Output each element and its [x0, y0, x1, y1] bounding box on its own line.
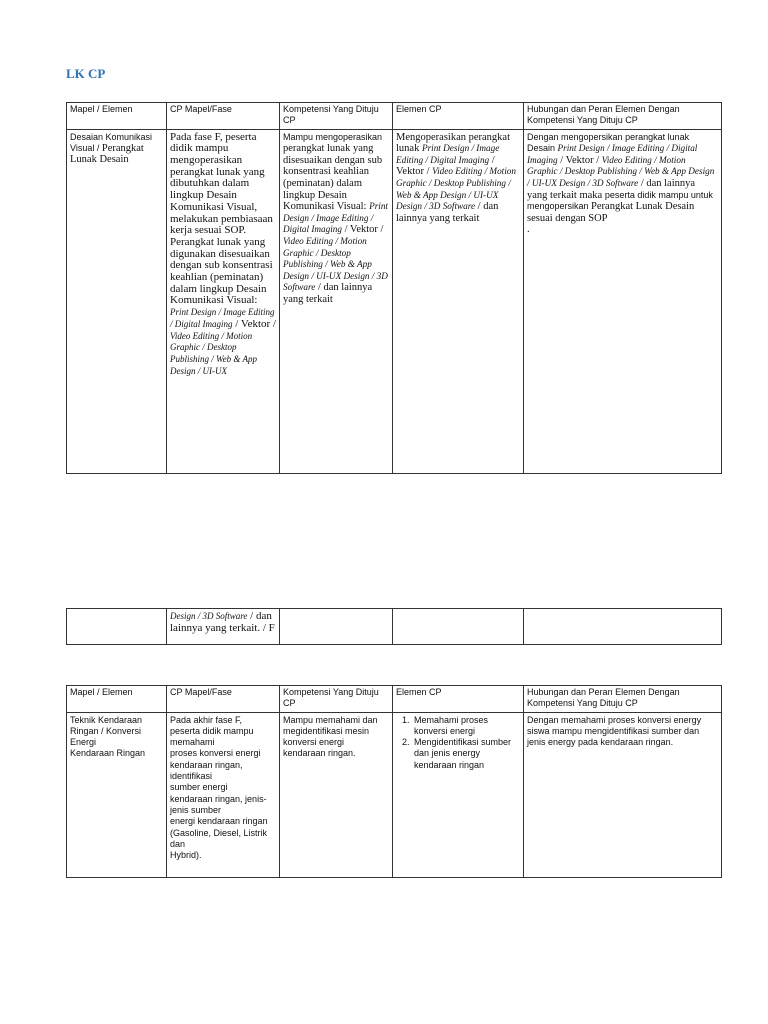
header-cp: CP Mapel/Fase — [167, 103, 280, 130]
header-kompetensi: Kompetensi Yang Dituju CP — [280, 103, 393, 130]
header-cp: CP Mapel/Fase — [167, 686, 280, 713]
cell-elemen-tail: / dan lainnya yang terkait — [396, 201, 499, 224]
cell-elemen-italic-2: Video Editing / Motion Graphic / Desktop Publishing / Web & App Design / UI-UX Design / 3D Software — [396, 166, 516, 212]
page-title: LK CP — [66, 66, 106, 81]
header-mapel: Mapel / Elemen — [67, 103, 167, 130]
table-row — [67, 609, 722, 645]
cell-cp-italic-2: Video Editing / Motion Graphic / Desktop Publishing / Web & App Design / UI-UX — [170, 330, 258, 376]
cont-cell-mapel — [67, 609, 167, 645]
cell-elemen — [393, 129, 524, 473]
cont-cell-hubungan — [524, 609, 722, 645]
cell-cp-text: Pada fase F, peserta didik mampu mengoperasikan perangkat lunak yang dibutuhkan dalam lingkup Desain Komunikasi Visual, melakukan pembiasaan kerja sesuai SOP. Perangkat lunak yang digunakan disesuaikan dengan sub konsentrasi keahlian (peminatan) dalam lingkup Desain Komunikasi Visual: — [170, 130, 273, 307]
cell-kompetensi — [280, 129, 393, 473]
cell-cp-vektor: / Vektor / — [232, 317, 276, 330]
list-item: 1. Memahami proses konversi energi — [412, 715, 520, 738]
cell-hubungan-italic-2: Video Editing / Motion Graphic / Desktop Publishing / Web & App Design / UI-UX Design / 3D Software — [527, 154, 715, 188]
cell-hubungan-vektor: / Vektor / — [557, 154, 602, 166]
elemen-list — [396, 715, 520, 771]
header-mapel: Mapel / Elemen — [67, 686, 167, 713]
cell-cp: Pada akhir fase F, peserta didik mampu memahami proses konversi energi kendaraan ringan, identifikasi sumber energi kendaraan ringan, jenis-jenis sumber energi kendaraan ringan (Gasoline, Diesel, Listrik dan Hybrid). — [167, 712, 280, 877]
cell-mapel — [67, 129, 167, 473]
header-hubungan: Hubungan dan Peran Elemen Dengan Kompetensi Yang Dituju CP — [524, 686, 722, 713]
cell-hubungan-sop: Perangkat Lunak Desain sesuai dengan SOP — [527, 201, 695, 224]
cell-kompetensi-text: perangkat lunak yang disesuaikan dengan sub konsentrasi keahlian (peminatan) dalam lingkup Desain Komunikasi Visual: — [283, 143, 383, 213]
cell-mapel-text: Desaian Komunikasi Visual / — [70, 131, 153, 153]
cell-hubungan-lead: Dengan mengopersikan perangkat lunak Desain — [527, 131, 690, 154]
header-elemen: Elemen CP — [393, 103, 524, 130]
header-elemen: Elemen CP — [393, 686, 524, 713]
cell-mapel: Teknik Kendaraan Ringan / Konversi Energi Kendaraan Ringan — [67, 712, 167, 877]
cell-kompetensi: Mampu memahami dan megidentifikasi mesin konversi energi kendaraan ringan. — [280, 712, 393, 877]
cell-kompetensi-italic-1: Print Design / Image Editing / Digital Imaging — [283, 201, 388, 235]
cont-cell-cp — [167, 609, 280, 645]
cell-hubungan-mid: / dan lainnya yang terkait maka — [527, 177, 696, 201]
cell-mapel-subject: Perangkat Lunak Desain — [70, 142, 144, 166]
cont-cell-cp-text: / dan lainnya yang terkait. / F — [170, 610, 275, 634]
cell-hubungan: Dengan memahami proses konversi energy siswa mampu mengidentifikasi sumber dan jenis energy pada kendaraan ringan. — [524, 712, 722, 877]
header-hubungan: Hubungan dan Peran Elemen Dengan Kompetensi Yang Dituju CP — [524, 103, 722, 130]
header-kompetensi: Kompetensi Yang Dituju CP — [280, 686, 393, 713]
cont-cell-cp-italic: Design / 3D Software — [170, 611, 248, 621]
cell-hubungan-italic-1: Print Design / Image Editing / Digital Imaging — [527, 143, 698, 165]
table-header-row — [67, 103, 722, 130]
cell-hubungan-sans: peserta didik mampu untuk mengopersikan — [527, 189, 713, 212]
list-item: 2. Mengidentifikasi sumber dan jenis energy kendaraan ringan — [412, 737, 520, 771]
cell-elemen-text: Mengoperasikan perangkat lunak — [396, 131, 510, 155]
cell-hubungan — [524, 129, 722, 473]
cell-kompetensi-italic-2: Video Editing / Motion Graphic / Desktop Publishing / Web & App Design / UI-UX Design / 3D Software — [283, 235, 388, 293]
cell-cp-italic-1: Print Design / Image Editing / Digital Imaging — [170, 307, 275, 329]
cont-cell-elemen — [393, 609, 524, 645]
table-header-row — [67, 686, 722, 713]
table-row — [67, 129, 722, 473]
lk-cp-table-dkv — [66, 102, 722, 474]
cell-cp — [167, 129, 280, 473]
table-row — [67, 712, 722, 877]
cell-elemen-vektor: / Vektor / — [396, 154, 495, 178]
cell-hubungan-dot: . — [527, 224, 530, 236]
cell-kompetensi-lead: Mampu mengoperasikan — [283, 131, 383, 142]
lk-cp-table-tkr — [66, 685, 722, 878]
lk-cp-table-continuation — [66, 608, 722, 645]
cell-elemen-italic-1: Print Design / Image Editing / Digital Imaging — [396, 143, 500, 165]
cell-kompetensi-vektor: / Vektor / — [341, 224, 384, 236]
cell-elemen — [393, 712, 524, 877]
cont-cell-kompetensi — [280, 609, 393, 645]
cell-kompetensi-tail: / dan lainnya yang terkait — [283, 282, 373, 305]
